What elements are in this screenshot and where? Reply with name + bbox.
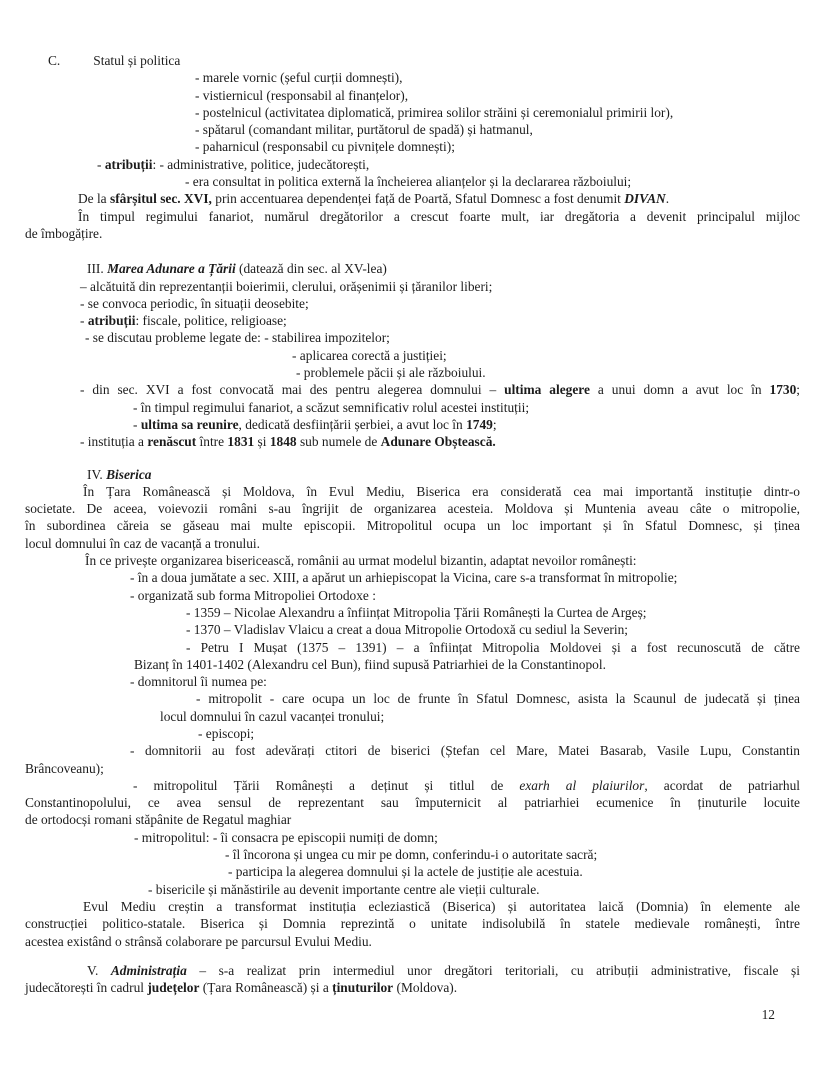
paragraph-gap: [0, 950, 828, 962]
section-v-heading: [87, 962, 800, 979]
list-item: [80, 278, 800, 295]
text-run: Adunare Obștească.: [380, 434, 496, 450]
text-run: de ortodocși romani stăpânite de Regatul maghiar: [25, 812, 292, 828]
paragraph-line: [25, 979, 800, 996]
text-run: acestea existând o strânsă colaborare pe parcursul Evului Mediu.: [25, 933, 372, 949]
text-run: - organizată sub forma Mitropoliei Ortodoxe :: [130, 587, 376, 603]
text-run: V.: [87, 962, 111, 978]
text-run: prin accentuarea dependenței față de Poartă, Sfatul Domnesc a fost denumit: [211, 191, 625, 207]
paragraph-line: [25, 811, 800, 828]
paragraph-line: [25, 517, 800, 534]
text-run: - domnitorul îi numea pe:: [130, 674, 267, 690]
list-item: [133, 777, 800, 794]
text-run: : - administrative, politice, judecătorești,: [152, 156, 370, 172]
text-run: - în a doua jumătate a sec. XIII, a apărut un arhiepiscopat la Vicina, care s-a transformat în mitropolie;: [130, 570, 678, 586]
list-item: [195, 69, 800, 86]
list-item: [80, 295, 800, 312]
text-run: Statul și politica: [93, 53, 181, 68]
text-run: , acordat de patriarhul: [644, 777, 800, 793]
text-run: - se discutau probleme legate de: - stabilirea impozitelor;: [85, 330, 390, 346]
text-run: construcției politico-statale. Biserica și Domnia reprezintă o unitate indisolubilă în statele medievale românești, între: [25, 916, 800, 932]
list-item: [185, 173, 800, 190]
text-run: – s-a realizat prin intermediul unor dregători teritoriali, cu atribuții administrative, fiscale și: [186, 962, 800, 978]
text-run: - mitropolitul: - îi consacra pe episcopii numiți de domn;: [134, 829, 438, 845]
text-run: Bizanț în 1401-1402 (Alexandru cel Bun), fiind supusă Patriarhiei de la Constantinopol.: [134, 656, 606, 672]
text-run: județelor: [147, 980, 200, 996]
text-run: între: [196, 434, 228, 450]
list-item: [134, 829, 800, 846]
paragraph-line: [25, 933, 800, 950]
text-run: ;: [796, 382, 801, 398]
text-run: - participa la alegerea domnului și la actele de justiție ale acestuia.: [228, 864, 583, 880]
text-run: În ce privește organizarea bisericească, românii au urmat modelul bizantin, adaptat nevoilor românești:: [85, 553, 637, 569]
text-run: sub numele de: [296, 434, 381, 450]
section-iii-heading: [87, 260, 800, 277]
list-item: [296, 364, 800, 381]
text-run: C.: [48, 53, 61, 68]
text-run: societate. De aceea, voievozii români s-au îngrijit de organizarea acesteia. Moldova și Muntenia aveau câte o mitropolie,: [25, 501, 800, 517]
list-item: [80, 312, 800, 329]
text-run: - se convoca periodic, în situații deosebite;: [80, 295, 309, 311]
paragraph-gap: [0, 451, 828, 466]
text-run: - episcopi;: [198, 725, 255, 741]
list-item: [133, 399, 800, 416]
text-run: - Petru I Mușat (1375 – 1391) – a înființat Mitropolia Moldovei și a fost recunoscută de către: [186, 639, 800, 655]
list-item: [85, 329, 800, 346]
paragraph-line: [134, 656, 800, 673]
list-item: [80, 381, 800, 398]
text-run: exarh al plaiurilor: [519, 777, 645, 793]
text-run: , dedicată desființării șerbiei, a avut loc în: [238, 416, 467, 432]
list-item: [80, 433, 800, 450]
text-run: (datează din sec. al XV-lea): [235, 261, 387, 277]
text-run: ținuturilor: [332, 980, 394, 996]
text-run: Marea Adunare a Țării: [107, 261, 236, 277]
paragraph-line: [160, 708, 800, 725]
text-run: -: [80, 313, 88, 329]
list-item: [195, 121, 800, 138]
text-run: - mitropolitul Țării Românești a deținut și titlul de: [133, 777, 520, 793]
text-run: - 1370 – Vladislav Vlaicu a creat a doua Mitropolie Ortodoxă cu sediul la Severin;: [186, 622, 629, 638]
text-run: Constantinopolului, ce avea sensul de reprezentant sau împuternicit al patriarhiei ecumenice în ținuturile locuite: [25, 795, 800, 811]
paragraph-gap: [0, 242, 828, 260]
text-run: de îmbogățire.: [25, 225, 103, 241]
list-item: [196, 690, 800, 707]
paragraph-line: [25, 535, 800, 552]
text-run: DIVAN: [624, 191, 666, 207]
text-run: Administrația: [110, 962, 187, 978]
document-text: [0, 52, 828, 996]
text-run: -: [133, 416, 141, 432]
list-item: [148, 881, 800, 898]
text-run: - spătarul (comandant militar, purtătorul de spadă) și hatmanul,: [195, 122, 533, 138]
paragraph-line: [78, 208, 800, 225]
text-run: - paharnicul (responsabil cu pivnițele domnești);: [195, 139, 455, 155]
text-run: renăscut: [147, 434, 197, 450]
list-item: [97, 156, 800, 173]
paragraph-line: [25, 225, 800, 242]
list-item: [195, 138, 800, 155]
text-run: a unui domn a avut loc în: [589, 382, 770, 398]
section-c-heading: [48, 52, 800, 69]
paragraph-line: [83, 483, 800, 500]
text-run: - în timpul regimului fanariot, a scăzut semnificativ rolul acestei instituții;: [133, 399, 530, 415]
text-run: - 1359 – Nicolae Alexandru a înființat Mitropolia Țării Românești la Curtea de Argeș;: [186, 604, 647, 620]
text-run: - instituția a: [80, 434, 148, 450]
text-run: (Moldova).: [393, 980, 458, 996]
text-run: ultima alegere: [504, 382, 590, 398]
text-run: sfârșitul sec. XVI,: [109, 191, 212, 207]
text-run: - postelnicul (activitatea diplomatică, primirea solilor străini și ceremonialul primirii lor),: [195, 104, 674, 120]
text-run: -: [97, 156, 105, 172]
paragraph-line: [25, 794, 800, 811]
list-item: [186, 621, 800, 638]
text-run: III.: [87, 261, 108, 277]
text-run: ultima sa reunire: [140, 416, 239, 432]
list-item: [130, 742, 800, 759]
text-run: - îl încorona și ungea cu mir pe domn, conferindu-i o autoritate sacră;: [225, 847, 598, 863]
list-item: [133, 416, 800, 433]
text-run: În timpul regimului fanariot, numărul dregătorilor a crescut foarte mult, iar dregătoria a devenit principalul mijloc: [78, 208, 800, 224]
text-run: 1848: [269, 434, 297, 450]
text-run: : fiscale, politice, religioase;: [135, 313, 287, 329]
text-run: - din sec. XVI a fost convocată mai des pentru alegerea domnului –: [80, 382, 505, 398]
list-item: [186, 639, 800, 656]
text-run: - aplicarea corectă a justiției;: [292, 347, 447, 363]
paragraph-line: [25, 760, 800, 777]
list-item: [195, 87, 800, 104]
text-run: (Țara Românească) și a: [199, 980, 333, 996]
list-item: [292, 347, 800, 364]
text-run: – alcătuită din reprezentanții boierimii, clerului, orășenimii și țăranilor liberi;: [80, 278, 493, 294]
paragraph-line: [85, 552, 800, 569]
text-run: locul domnului în cazul vacanței tronului;: [160, 708, 385, 724]
list-item: [186, 604, 800, 621]
text-run: .: [665, 191, 670, 207]
text-run: locul domnului în caz de vacanță a tronului.: [25, 535, 261, 551]
text-run: atribuții: [87, 313, 136, 329]
page-number: 12: [761, 1007, 775, 1022]
text-run: 1831: [227, 434, 255, 450]
text-run: - marele vornic (șeful curții domnești),: [195, 70, 403, 86]
text-run: judecătorești în cadrul: [25, 980, 148, 996]
text-run: ;: [492, 416, 497, 432]
text-run: în subordinea căreia se găseau mai multe episcopii. Mitropolitul ocupa un loc important și în Sfatul Domnesc, și ținea: [25, 518, 800, 534]
text-run: - era consultat in politica externă la încheierea alianțelor și la declararea războiului;: [185, 174, 632, 190]
list-item: [130, 569, 800, 586]
text-run: 1749: [466, 416, 493, 432]
text-run: Evul Mediu creștin a transformat instituția ecleziastică (Biserica) și autoritatea laică (Domnia) în elemente ale: [83, 898, 800, 914]
text-run: - problemele păcii și ale războiului.: [296, 365, 486, 381]
text-run: În Țara Românească și Moldova, în Evul Mediu, Biserica era considerată cea mai importantă instituție dintr-o: [83, 483, 800, 499]
text-run: - vistiernicul (responsabil al finanțelor),: [195, 87, 409, 103]
text-run: și: [254, 434, 270, 450]
list-item: [228, 863, 800, 880]
list-item: [195, 104, 800, 121]
paragraph-line: [83, 898, 800, 915]
paragraph-line: [78, 190, 800, 207]
paragraph-line: [25, 500, 800, 517]
list-item: [225, 846, 800, 863]
paragraph-line: [25, 915, 800, 932]
text-run: Brâncoveanu);: [25, 760, 104, 776]
text-run: 1730: [769, 382, 797, 398]
text-run: IV.: [87, 466, 107, 482]
text-run: De la: [78, 191, 110, 207]
list-item: [130, 673, 800, 690]
text-run: - domnitorii au fost adevărați ctitori de biserici (Ștefan cel Mare, Matei Basarab, Vasile Lupu, Constantin: [130, 743, 800, 759]
list-item: [198, 725, 800, 742]
text-run: atribuții: [104, 156, 153, 172]
text-run: - bisericile și mănăstirile au devenit importante centre ale vieții culturale.: [148, 881, 540, 897]
list-item: [130, 587, 800, 604]
text-run: - mitropolit - care ocupa un loc de frunte în Sfatul Domnesc, asista la Scaunul de judecată și ținea: [196, 691, 800, 707]
text-run: Biserica: [106, 466, 152, 482]
section-iv-heading: [87, 466, 800, 483]
